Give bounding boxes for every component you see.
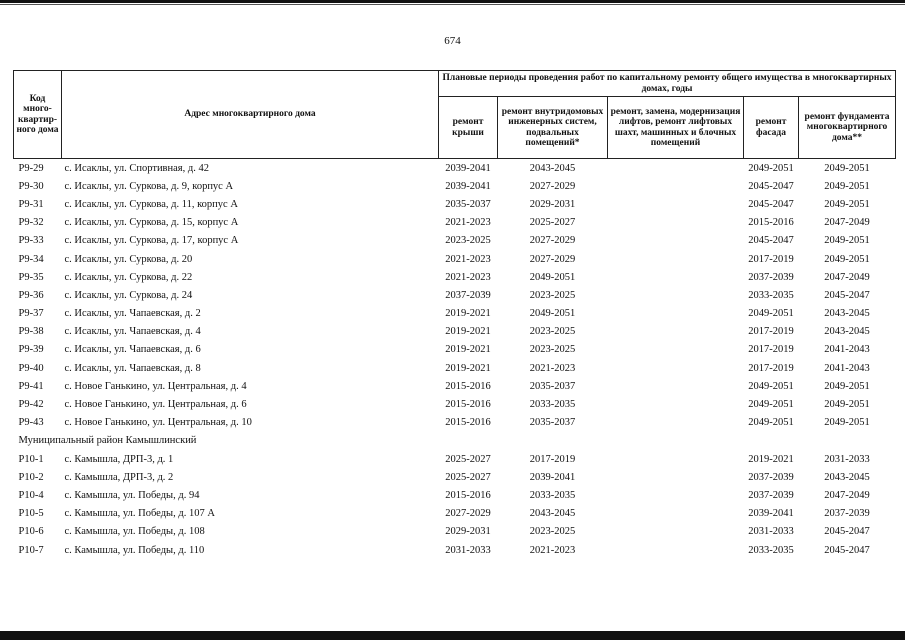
roof-period-cell: 2029-2031: [445, 526, 491, 538]
roof-period-cell: 2035-2037: [445, 198, 491, 210]
facade-period-cell: 2031-2033: [748, 526, 794, 538]
elevators-period-cell: [608, 177, 744, 195]
facade-period-cell: 2045-2047: [748, 198, 794, 210]
elevators-period-cell: [608, 286, 744, 304]
code-cell: Р9-34: [18, 253, 44, 265]
elevators-period-cell: [608, 395, 744, 413]
header-foundation: ремонт фундамента многоквартирного дома**: [799, 97, 896, 159]
systems-period-cell: 2027-2029: [529, 235, 576, 247]
address-cell: с. Новое Ганькино, ул. Центральная, д. 6: [64, 399, 247, 411]
address-cell: с. Камышла, ул. Победы, д. 110: [64, 544, 205, 556]
repair-schedule-table: [13, 70, 896, 559]
roof-period-cell: 2039-2041: [445, 162, 491, 174]
table-row: [14, 377, 896, 395]
roof-period-cell: 2015-2016: [445, 489, 491, 501]
facade-period-cell: 2033-2035: [748, 289, 794, 301]
table-row: [14, 523, 896, 541]
table-row: [14, 450, 896, 468]
facade-period-cell: 2017-2019: [748, 326, 794, 338]
roof-period-cell: 2015-2016: [445, 380, 491, 392]
facade-period-cell: 2049-2051: [748, 308, 794, 320]
systems-period-cell: 2027-2029: [529, 253, 576, 265]
table-row: [14, 305, 896, 323]
foundation-period-cell: 2049-2051: [824, 235, 870, 247]
facade-period-cell: 2039-2041: [748, 508, 794, 520]
elevators-period-cell: [608, 195, 744, 213]
systems-period-cell: 2021-2023: [529, 544, 576, 556]
elevators-period-cell: [608, 505, 744, 523]
facade-period-cell: 2037-2039: [748, 471, 794, 483]
elevators-period-cell: [608, 268, 744, 286]
table-row: [14, 323, 896, 341]
foundation-period-cell: 2047-2049: [824, 217, 870, 229]
top-border-bar: [0, 0, 905, 3]
foundation-period-cell: 2045-2047: [824, 544, 870, 556]
code-cell: Р9-35: [18, 271, 44, 283]
foundation-period-cell: 2041-2043: [824, 344, 870, 356]
address-cell: с. Исаклы, ул. Чапаевская, д. 2: [64, 308, 201, 320]
elevators-period-cell: [608, 250, 744, 268]
elevators-period-cell: [608, 468, 744, 486]
table-row: [14, 341, 896, 359]
table-body-group2: [14, 450, 896, 559]
foundation-period-cell: 2045-2047: [824, 526, 870, 538]
address-cell: с. Исаклы, ул. Суркова, д. 9, корпус А: [64, 180, 234, 192]
roof-period-cell: 2015-2016: [445, 399, 491, 411]
municipality-section: [14, 432, 896, 450]
systems-period-cell: 2035-2037: [529, 417, 576, 429]
facade-period-cell: 2045-2047: [748, 180, 794, 192]
code-cell: Р10-1: [18, 453, 44, 465]
foundation-period-cell: 2049-2051: [824, 180, 870, 192]
code-cell: Р9-31: [18, 198, 44, 210]
roof-period-cell: 2015-2016: [445, 417, 491, 429]
elevators-period-cell: [608, 341, 744, 359]
foundation-period-cell: 2049-2051: [824, 198, 870, 210]
table-header: [14, 71, 896, 159]
elevators-period-cell: [608, 359, 744, 377]
facade-period-cell: 2017-2019: [748, 253, 794, 265]
facade-period-cell: 2019-2021: [748, 453, 794, 465]
systems-period-cell: 2025-2027: [529, 217, 576, 229]
systems-period-cell: 2023-2025: [529, 289, 576, 301]
header-systems: ремонт внутридомовых инженерных систем, подвальных помещений*: [498, 97, 608, 159]
code-cell: Р9-43: [18, 417, 44, 429]
header-elevators: ремонт, замена, модернизация лифтов, ремонт лифтовых шахт, машинных и блочных помещений: [608, 97, 744, 159]
address-cell: с. Исаклы, ул. Суркова, д. 24: [64, 289, 193, 301]
table-row: [14, 359, 896, 377]
foundation-period-cell: 2037-2039: [824, 508, 870, 520]
address-cell: с. Исаклы, ул. Суркова, д. 17, корпус А: [64, 235, 239, 247]
table-row: [14, 214, 896, 232]
systems-period-cell: 2049-2051: [529, 308, 576, 320]
roof-period-cell: 2037-2039: [445, 289, 491, 301]
table-row: [14, 195, 896, 213]
systems-period-cell: 2035-2037: [529, 380, 576, 392]
systems-period-cell: 2043-2045: [529, 508, 576, 520]
elevators-period-cell: [608, 377, 744, 395]
foundation-period-cell: 2043-2045: [824, 308, 870, 320]
code-cell: Р10-2: [18, 471, 44, 483]
systems-period-cell: 2033-2035: [529, 399, 576, 411]
elevators-period-cell: [608, 232, 744, 250]
systems-period-cell: 2049-2051: [529, 271, 576, 283]
foundation-period-cell: 2045-2047: [824, 289, 870, 301]
code-cell: Р9-42: [18, 399, 44, 411]
code-cell: Р9-33: [18, 235, 44, 247]
facade-period-cell: 2049-2051: [748, 162, 794, 174]
roof-period-cell: 2027-2029: [445, 508, 491, 520]
foundation-period-cell: 2049-2051: [824, 380, 870, 392]
facade-period-cell: 2049-2051: [748, 380, 794, 392]
elevators-period-cell: [608, 486, 744, 504]
code-cell: Р9-40: [18, 362, 44, 374]
table-row: [14, 468, 896, 486]
foundation-period-cell: 2049-2051: [824, 399, 870, 411]
code-cell: Р9-29: [18, 162, 44, 174]
top-border-line: [0, 4, 905, 5]
facade-period-cell: 2037-2039: [748, 271, 794, 283]
address-cell: с. Исаклы, ул. Спортивная, д. 42: [64, 162, 209, 174]
code-cell: Р9-39: [18, 344, 44, 356]
header-facade: ремонт фасада: [744, 97, 799, 159]
foundation-period-cell: 2049-2051: [824, 253, 870, 265]
table-row: [14, 159, 896, 178]
address-cell: с. Камышла, ДРП-3, д. 1: [64, 453, 174, 465]
facade-period-cell: 2045-2047: [748, 235, 794, 247]
elevators-period-cell: [608, 323, 744, 341]
elevators-period-cell: [608, 305, 744, 323]
elevators-period-cell: [608, 450, 744, 468]
header-planned-periods: Плановые периоды проведения работ по капитальному ремонту общего имущества в многоквартирных домах, годы: [439, 71, 896, 97]
roof-period-cell: 2021-2023: [445, 271, 491, 283]
address-cell: с. Камышла, ул. Победы, д. 94: [64, 489, 200, 501]
foundation-period-cell: 2041-2043: [824, 362, 870, 374]
code-cell: Р10-4: [18, 489, 44, 501]
table-row: [14, 232, 896, 250]
roof-period-cell: 2021-2023: [445, 253, 491, 265]
systems-period-cell: 2039-2041: [529, 471, 576, 483]
roof-period-cell: 2039-2041: [445, 180, 491, 192]
facade-period-cell: 2017-2019: [748, 344, 794, 356]
header-address: Адрес многоквартирного дома: [62, 71, 439, 159]
roof-period-cell: 2025-2027: [445, 471, 491, 483]
systems-period-cell: 2029-2031: [529, 198, 576, 210]
elevators-period-cell: [608, 541, 744, 559]
code-cell: Р9-41: [18, 380, 44, 392]
bottom-border-bar: [0, 631, 905, 640]
address-cell: с. Исаклы, ул. Суркова, д. 22: [64, 271, 193, 283]
address-cell: с. Камышла, ул. Победы, д. 108: [64, 526, 205, 538]
table-row: [14, 505, 896, 523]
table-row: [14, 541, 896, 559]
systems-period-cell: 2043-2045: [529, 162, 576, 174]
roof-period-cell: 2019-2021: [445, 344, 491, 356]
address-cell: с. Исаклы, ул. Суркова, д. 11, корпус А: [64, 198, 238, 210]
elevators-period-cell: [608, 414, 744, 432]
table-row: [14, 286, 896, 304]
systems-period-cell: 2023-2025: [529, 526, 576, 538]
address-cell: с. Исаклы, ул. Чапаевская, д. 6: [64, 344, 201, 356]
roof-period-cell: 2019-2021: [445, 326, 491, 338]
code-cell: Р9-36: [18, 289, 44, 301]
elevators-period-cell: [608, 214, 744, 232]
address-cell: с. Исаклы, ул. Чапаевская, д. 8: [64, 362, 201, 374]
facade-period-cell: 2049-2051: [748, 399, 794, 411]
address-cell: с. Исаклы, ул. Чапаевская, д. 4: [64, 326, 201, 338]
address-cell: с. Исаклы, ул. Суркова, д. 15, корпус А: [64, 217, 239, 229]
address-cell: с. Исаклы, ул. Суркова, д. 20: [64, 253, 193, 265]
code-cell: Р10-6: [18, 526, 44, 538]
facade-period-cell: 2033-2035: [748, 544, 794, 556]
roof-period-cell: 2031-2033: [445, 544, 491, 556]
table-body-group1: [14, 159, 896, 432]
code-cell: Р9-37: [18, 308, 44, 320]
address-cell: с. Новое Ганькино, ул. Центральная, д. 10: [64, 417, 252, 429]
foundation-period-cell: 2047-2049: [824, 489, 870, 501]
foundation-period-cell: 2031-2033: [824, 453, 870, 465]
roof-period-cell: 2019-2021: [445, 308, 491, 320]
table-row: [14, 486, 896, 504]
facade-period-cell: 2037-2039: [748, 489, 794, 501]
foundation-period-cell: 2049-2051: [824, 162, 870, 174]
address-cell: с. Новое Ганькино, ул. Центральная, д. 4: [64, 380, 247, 392]
foundation-period-cell: 2043-2045: [824, 326, 870, 338]
systems-period-cell: 2021-2023: [529, 362, 576, 374]
roof-period-cell: 2019-2021: [445, 362, 491, 374]
systems-period-cell: 2023-2025: [529, 326, 576, 338]
systems-period-cell: 2033-2035: [529, 489, 576, 501]
municipality-label: Муниципальный район Камышлинский: [18, 435, 197, 447]
systems-period-cell: 2023-2025: [529, 344, 576, 356]
facade-period-cell: 2049-2051: [748, 417, 794, 429]
elevators-period-cell: [608, 159, 744, 178]
roof-period-cell: 2021-2023: [445, 217, 491, 229]
table-row: [14, 177, 896, 195]
table-row: [14, 414, 896, 432]
roof-period-cell: 2025-2027: [445, 453, 491, 465]
code-cell: Р9-30: [18, 180, 44, 192]
code-cell: Р10-7: [18, 544, 44, 556]
elevators-period-cell: [608, 523, 744, 541]
code-cell: Р10-5: [18, 508, 44, 520]
code-cell: Р9-38: [18, 326, 44, 338]
facade-period-cell: 2017-2019: [748, 362, 794, 374]
foundation-period-cell: 2043-2045: [824, 471, 870, 483]
header-roof: ремонт крыши: [439, 97, 498, 159]
systems-period-cell: 2027-2029: [529, 180, 576, 192]
address-cell: с. Камышла, ДРП-3, д. 2: [64, 471, 174, 483]
page-number: 674: [444, 35, 461, 47]
roof-period-cell: 2023-2025: [445, 235, 491, 247]
table-row: [14, 395, 896, 413]
facade-period-cell: 2015-2016: [748, 217, 794, 229]
header-code: Код много-квартир-ного дома: [14, 71, 62, 159]
code-cell: Р9-32: [18, 217, 44, 229]
table-row: [14, 268, 896, 286]
table-row: [14, 250, 896, 268]
systems-period-cell: 2017-2019: [529, 453, 576, 465]
foundation-period-cell: 2049-2051: [824, 417, 870, 429]
foundation-period-cell: 2047-2049: [824, 271, 870, 283]
address-cell: с. Камышла, ул. Победы, д. 107 А: [64, 508, 215, 520]
